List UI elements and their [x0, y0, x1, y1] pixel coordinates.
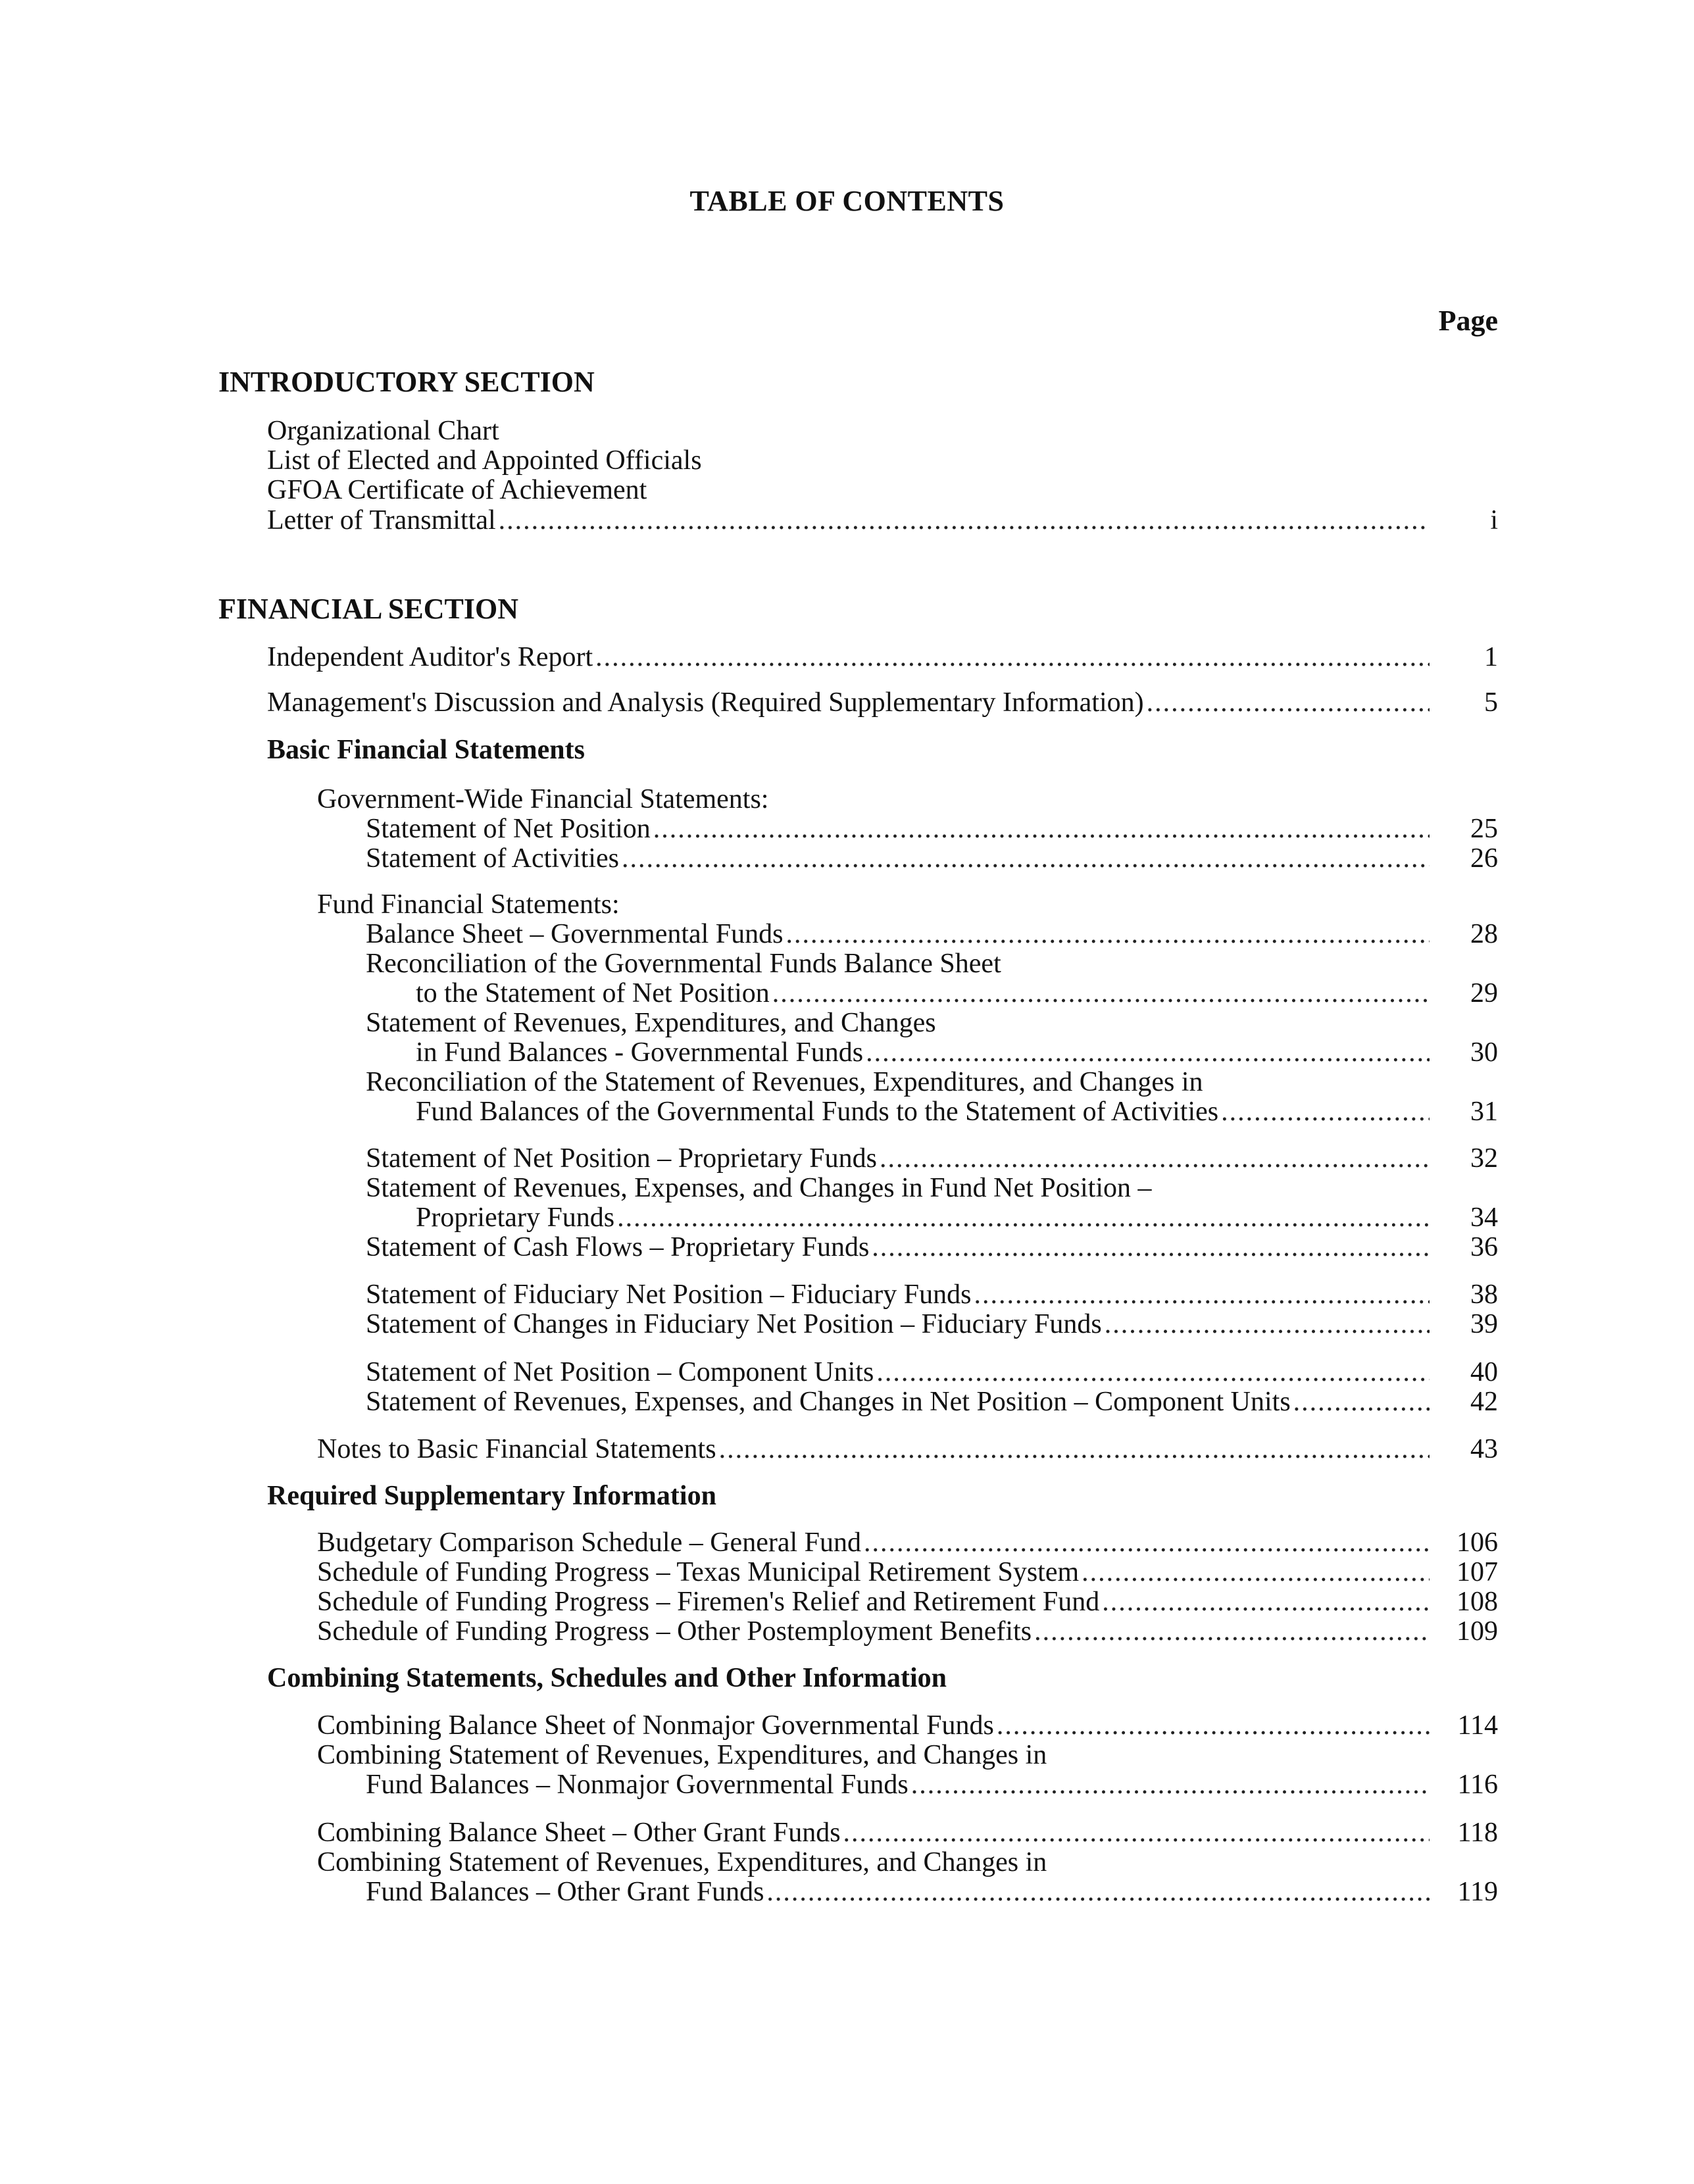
toc-entry-label: Statement of Fiduciary Net Position – Fiduciary Funds	[366, 1279, 972, 1310]
toc-entry-label: Statement of Revenues, Expenses, and Changes in Net Position – Component Units	[366, 1387, 1291, 1417]
toc-page-number: 43	[1470, 1434, 1498, 1464]
toc-entry[interactable]	[366, 919, 1498, 949]
toc-line: Statement of Revenues, Expenses, and Changes in Fund Net Position –	[366, 1173, 1152, 1203]
basic-statements-heading: Basic Financial Statements	[267, 735, 585, 765]
toc-entry-label: Fund Balances – Nonmajor Governmental Funds	[366, 1770, 909, 1800]
toc-entry[interactable]	[366, 1877, 1498, 1907]
toc-page-number: 109	[1457, 1616, 1498, 1647]
toc-entry[interactable]	[366, 814, 1498, 844]
toc-page-number: 36	[1470, 1232, 1498, 1262]
toc-entry[interactable]	[317, 1587, 1498, 1617]
toc-page-number: 5	[1484, 687, 1498, 718]
toc-page-number: i	[1490, 505, 1498, 535]
toc-entry-label: Fund Balances – Other Grant Funds	[366, 1877, 764, 1907]
dot-leader	[1034, 1616, 1430, 1647]
toc-page-number: 38	[1470, 1279, 1498, 1310]
toc-entry[interactable]	[416, 1097, 1498, 1127]
toc-line: Organizational Chart	[267, 416, 499, 446]
toc-page-number: 119	[1457, 1877, 1498, 1907]
dot-leader	[595, 642, 1430, 672]
toc-entry-label: Statement of Cash Flows – Proprietary Funds	[366, 1232, 870, 1262]
page-column-header: Page	[1438, 305, 1498, 337]
toc-entry-label: to the Statement of Net Position	[416, 978, 770, 1008]
toc-entry-label: Statement of Net Position – Component Units	[366, 1357, 874, 1387]
toc-line: Reconciliation of the Governmental Funds Balance Sheet	[366, 949, 1001, 979]
toc-entry-label: Schedule of Funding Progress – Other Postemployment Benefits	[317, 1616, 1032, 1647]
dot-leader	[974, 1279, 1430, 1310]
toc-entry[interactable]	[366, 843, 1498, 874]
dot-leader	[880, 1143, 1430, 1174]
toc-entry-label: in Fund Balances - Governmental Funds	[416, 1037, 864, 1068]
dot-leader	[653, 814, 1430, 844]
toc-page-number: 29	[1470, 978, 1498, 1008]
toc-entry[interactable]	[366, 1309, 1498, 1339]
toc-entry[interactable]	[267, 687, 1498, 718]
toc-page-number: 108	[1457, 1587, 1498, 1617]
dot-leader	[864, 1527, 1430, 1558]
toc-group-heading: Government-Wide Financial Statements:	[317, 784, 769, 814]
toc-entry[interactable]	[317, 1557, 1498, 1587]
toc-entry-label: Independent Auditor's Report	[267, 642, 593, 672]
introductory-section-heading: INTRODUCTORY SECTION	[218, 366, 595, 398]
dot-leader	[872, 1232, 1430, 1262]
dot-leader	[719, 1434, 1430, 1464]
page-title: TABLE OF CONTENTS	[689, 185, 1005, 217]
toc-page-number: 107	[1457, 1557, 1498, 1587]
toc-page-number: 40	[1470, 1357, 1498, 1387]
toc-page-number: 28	[1470, 919, 1498, 949]
dot-leader	[772, 978, 1430, 1008]
toc-entry-label: Combining Balance Sheet – Other Grant Funds	[317, 1818, 841, 1848]
dot-leader	[1293, 1387, 1430, 1417]
toc-line: Combining Statement of Revenues, Expenditures, and Changes in	[317, 1740, 1047, 1770]
toc-entry[interactable]	[366, 1143, 1498, 1174]
dot-leader	[866, 1037, 1430, 1068]
toc-page-number: 34	[1470, 1203, 1498, 1233]
toc-line: GFOA Certificate of Achievement	[267, 475, 647, 505]
toc-entry-label: Statement of Activities	[366, 843, 619, 874]
dot-leader	[786, 919, 1430, 949]
toc-entry[interactable]	[366, 1357, 1498, 1387]
toc-entry[interactable]	[317, 1434, 1498, 1464]
toc-line: List of Elected and Appointed Officials	[267, 445, 702, 476]
toc-entry[interactable]	[267, 642, 1498, 672]
toc-entry-label: Statement of Net Position – Proprietary Funds	[366, 1143, 877, 1174]
dot-leader	[499, 505, 1430, 535]
toc-entry[interactable]	[416, 978, 1498, 1008]
toc-entry[interactable]	[267, 505, 1498, 535]
toc-entry[interactable]	[317, 1818, 1498, 1848]
toc-entry-label: Statement of Changes in Fiduciary Net Position – Fiduciary Funds	[366, 1309, 1102, 1339]
toc-page-number: 30	[1470, 1037, 1498, 1068]
toc-entry[interactable]	[366, 1279, 1498, 1310]
dot-leader	[766, 1877, 1430, 1907]
toc-entry[interactable]	[366, 1387, 1498, 1417]
toc-page-number: 32	[1470, 1143, 1498, 1174]
financial-section-heading: FINANCIAL SECTION	[218, 593, 518, 625]
toc-line: Reconciliation of the Statement of Revenues, Expenditures, and Changes in	[366, 1067, 1203, 1097]
toc-entry[interactable]	[366, 1770, 1498, 1800]
toc-entry[interactable]	[317, 1616, 1498, 1647]
rsi-heading: Required Supplementary Information	[267, 1481, 716, 1511]
toc-entry-label: Letter of Transmittal	[267, 505, 496, 535]
toc-line: Statement of Revenues, Expenditures, and Changes	[366, 1008, 936, 1038]
toc-line: Combining Statement of Revenues, Expenditures, and Changes in	[317, 1847, 1047, 1877]
dot-leader	[997, 1710, 1430, 1741]
toc-entry-label: Balance Sheet – Governmental Funds	[366, 919, 784, 949]
toc-entry[interactable]	[317, 1527, 1498, 1558]
toc-entry-label: Proprietary Funds	[416, 1203, 615, 1233]
toc-page-number: 39	[1470, 1309, 1498, 1339]
toc-page-number: 26	[1470, 843, 1498, 874]
toc-page-number: 25	[1470, 814, 1498, 844]
toc-entry-label: Schedule of Funding Progress – Texas Municipal Retirement System	[317, 1557, 1080, 1587]
toc-entry[interactable]	[416, 1203, 1498, 1233]
dot-leader	[843, 1818, 1430, 1848]
toc-group-heading: Fund Financial Statements:	[317, 889, 620, 920]
toc-entry[interactable]	[366, 1232, 1498, 1262]
dot-leader	[1105, 1309, 1430, 1339]
toc-entry-label: Statement of Net Position	[366, 814, 651, 844]
dot-leader	[876, 1357, 1430, 1387]
toc-entry-label: Budgetary Comparison Schedule – General Fund	[317, 1527, 861, 1558]
toc-page-number: 114	[1457, 1710, 1498, 1741]
dot-leader	[1102, 1587, 1430, 1617]
combining-heading: Combining Statements, Schedules and Other Information	[267, 1663, 947, 1693]
toc-page-number: 31	[1470, 1097, 1498, 1127]
dot-leader	[617, 1203, 1430, 1233]
toc-page-number: 116	[1457, 1770, 1498, 1800]
toc-entry[interactable]	[317, 1710, 1498, 1741]
dot-leader	[1082, 1557, 1430, 1587]
dot-leader	[911, 1770, 1430, 1800]
toc-page-number: 106	[1457, 1527, 1498, 1558]
toc-page-number: 118	[1457, 1818, 1498, 1848]
dot-leader	[622, 843, 1430, 874]
toc-entry-label: Fund Balances of the Governmental Funds to the Statement of Activities	[416, 1097, 1219, 1127]
toc-entry-label: Combining Balance Sheet of Nonmajor Governmental Funds	[317, 1710, 994, 1741]
dot-leader	[1221, 1097, 1430, 1127]
toc-entry[interactable]	[416, 1037, 1498, 1068]
toc-page-number: 1	[1484, 642, 1498, 672]
toc-entry-label: Notes to Basic Financial Statements	[317, 1434, 716, 1464]
toc-entry-label: Schedule of Funding Progress – Firemen's Relief and Retirement Fund	[317, 1587, 1100, 1617]
toc-page-number: 42	[1470, 1387, 1498, 1417]
dot-leader	[1147, 687, 1430, 718]
toc-entry-label: Management's Discussion and Analysis (Required Supplementary Information)	[267, 687, 1144, 718]
